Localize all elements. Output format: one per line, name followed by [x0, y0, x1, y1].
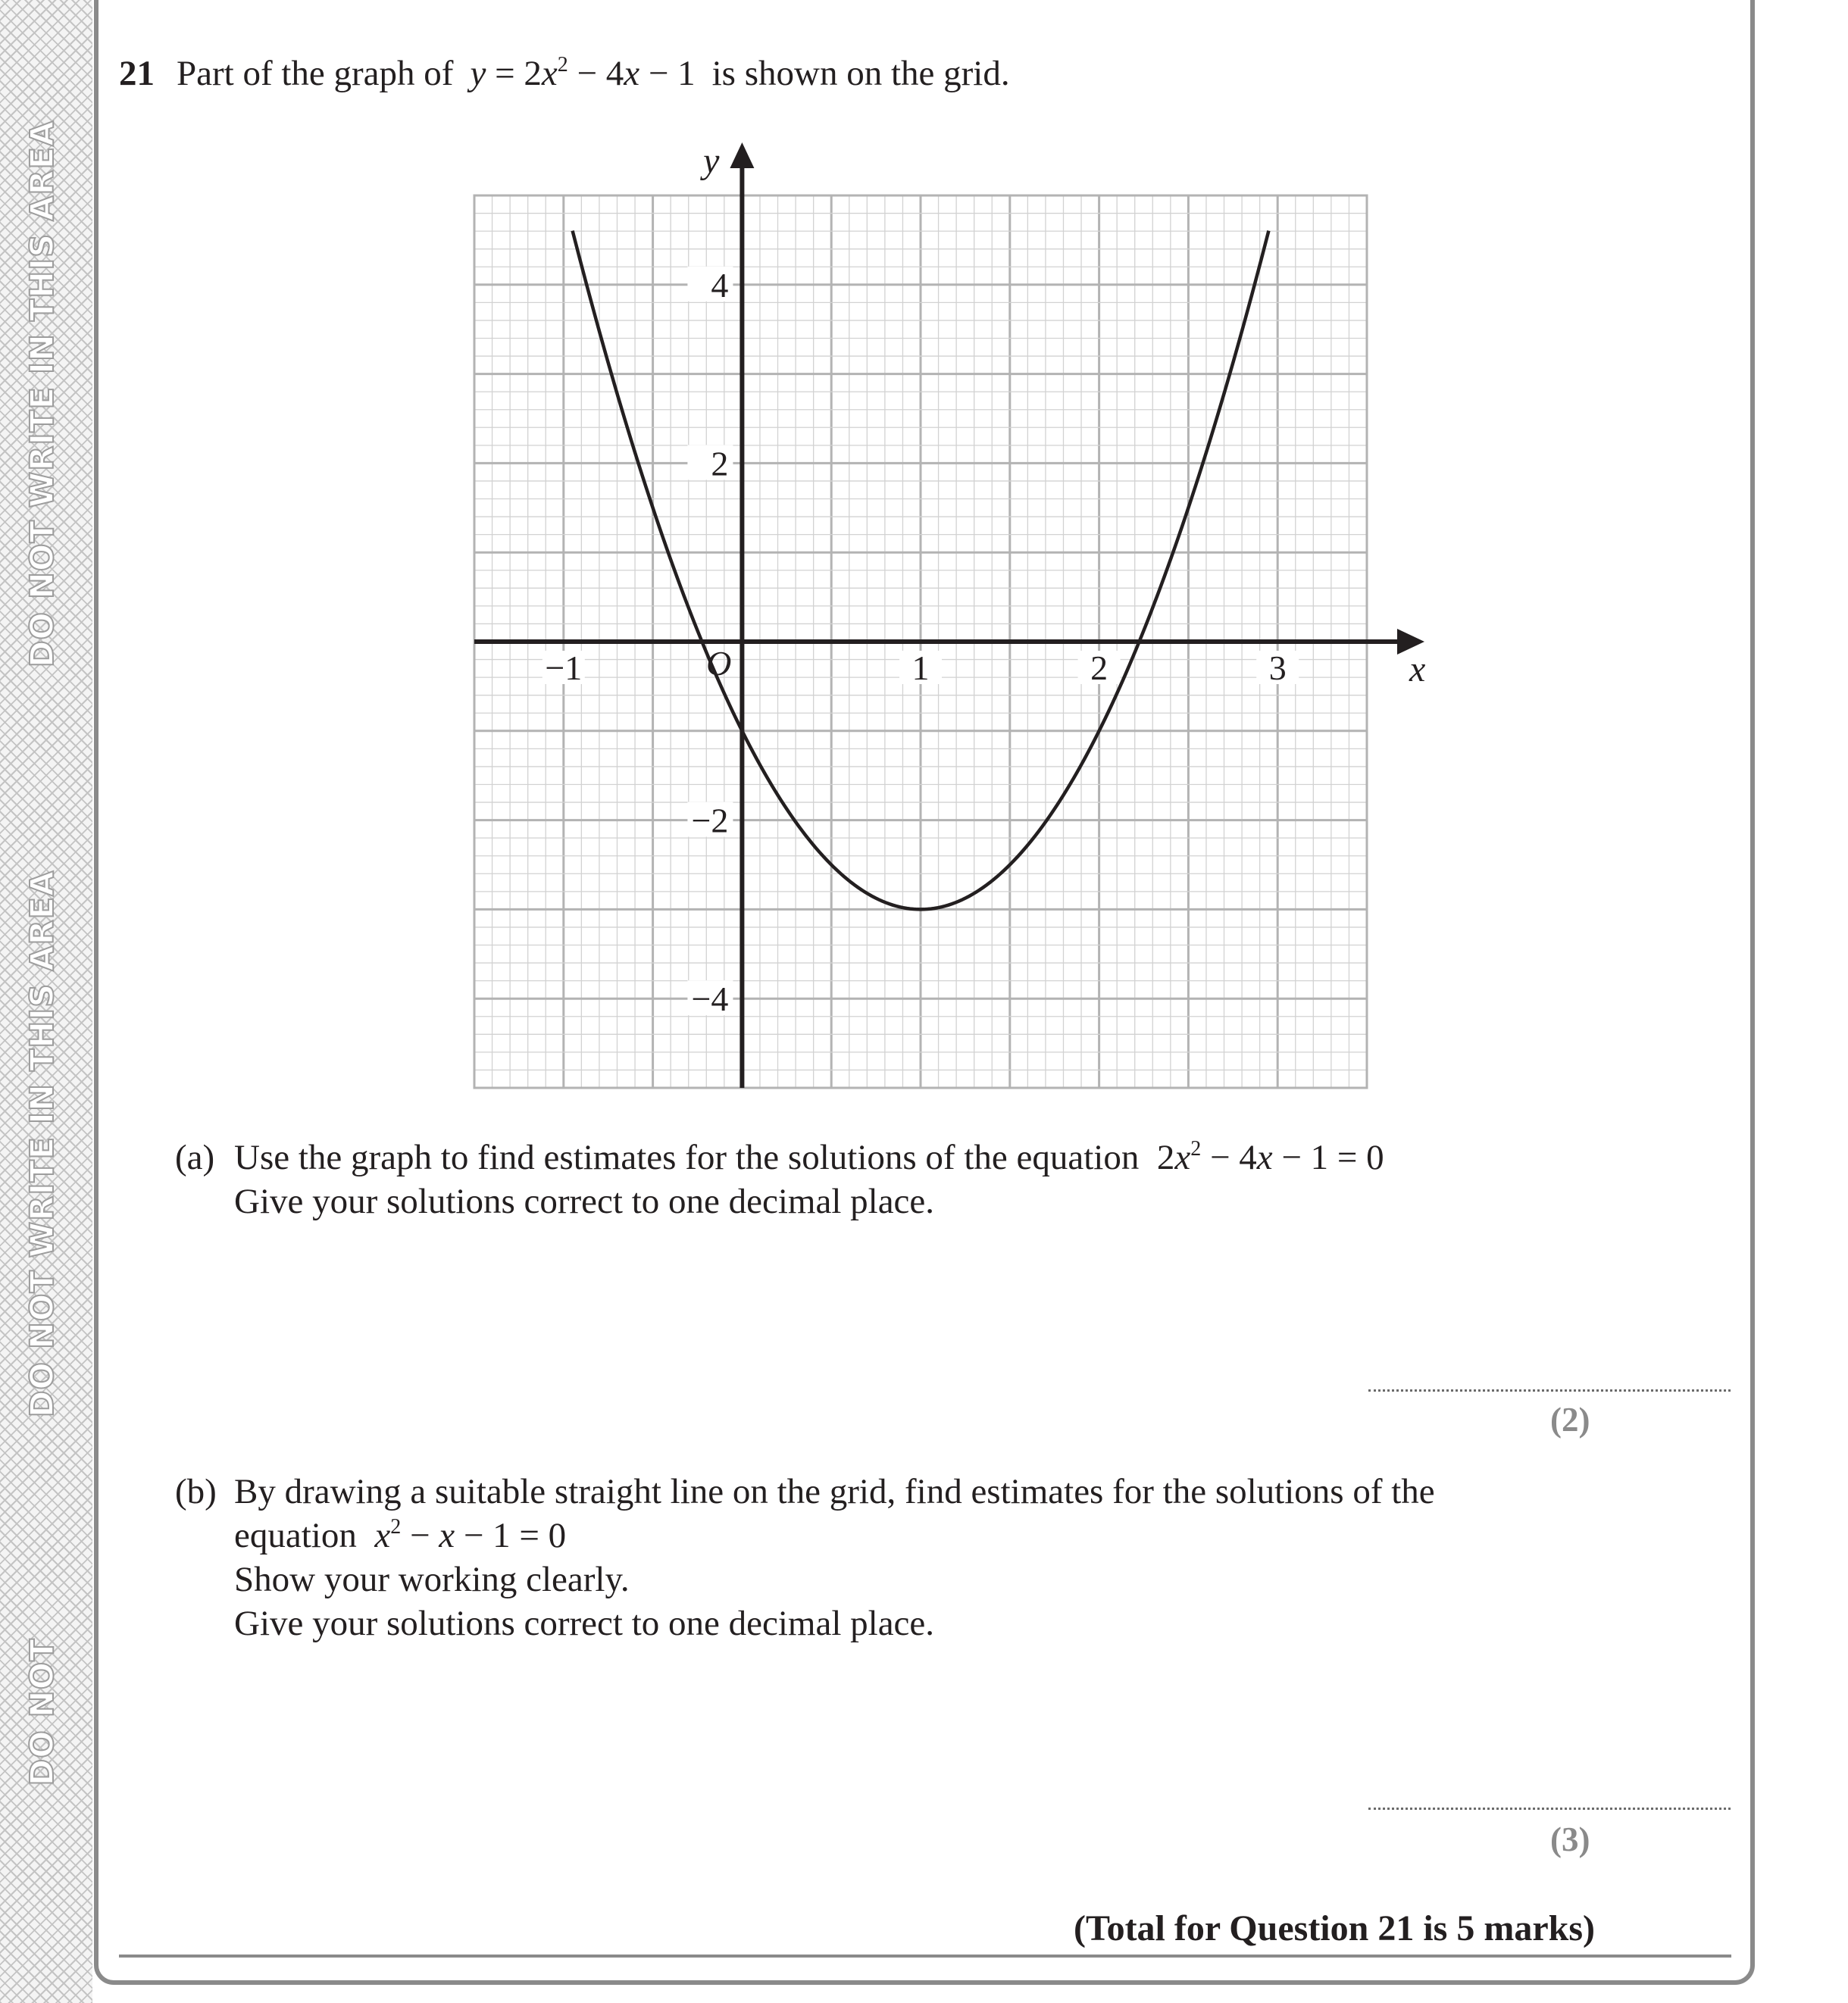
- part-b-line-1: By drawing a suitable straight line on the grid, find estimates for the solutions of the: [234, 1472, 1435, 1511]
- part-b-line-4: Give your solutions correct to one decimal place.: [234, 1604, 935, 1643]
- question-number: 21: [119, 54, 155, 93]
- part-a-line-2: Give your solutions correct to one decimal place.: [234, 1182, 935, 1221]
- part-a-marks: (2): [1550, 1401, 1590, 1439]
- y-axis-label: y: [703, 141, 720, 181]
- y-tick-label: 2: [711, 444, 729, 483]
- bottom-rule: [119, 1955, 1731, 1958]
- x-axis-label: x: [1409, 649, 1426, 689]
- y-tick-label: −4: [691, 980, 729, 1019]
- part-b-answer-line[interactable]: [1368, 1808, 1731, 1810]
- part-a-letter: (a): [175, 1138, 215, 1177]
- y-tick-label: 4: [711, 265, 729, 305]
- y-axis-arrow: [730, 142, 754, 168]
- stem-text-end: is shown on the grid.: [711, 54, 1010, 93]
- margin-warning-label: DO NOT WRITE IN THIS AREA: [23, 870, 61, 1418]
- origin-label: O: [706, 644, 732, 683]
- x-tick-label: 3: [1268, 648, 1287, 687]
- part-a-answer-line[interactable]: [1368, 1389, 1731, 1392]
- x-tick-label: 2: [1090, 648, 1108, 687]
- x-tick-label: 1: [911, 648, 930, 687]
- part-b-line-3: Show your working clearly.: [234, 1560, 630, 1599]
- stem-equation: $y = 2x^2 - 4x - 1$: [470, 53, 696, 93]
- part-b-letter: (b): [175, 1472, 217, 1511]
- y-tick-label: −2: [691, 801, 729, 840]
- stem-text: Part of the graph of: [177, 54, 454, 93]
- x-tick-label: −1: [545, 648, 583, 687]
- part-b-line-2: equation $x^2 - x - 1 = 0$: [234, 1515, 567, 1555]
- question-total: (Total for Question 21 is 5 marks): [1073, 1908, 1595, 1948]
- margin-warning-label: DO NOT WRITE IN THIS AREA: [23, 120, 61, 668]
- part-b-marks: (3): [1550, 1820, 1590, 1858]
- part-a-line-1: Use the graph to find estimates for the solutions of the equation $2x^2 - 4x - 1 = 0$: [234, 1137, 1384, 1177]
- margin-warning-label: DO NOT: [23, 1638, 61, 1786]
